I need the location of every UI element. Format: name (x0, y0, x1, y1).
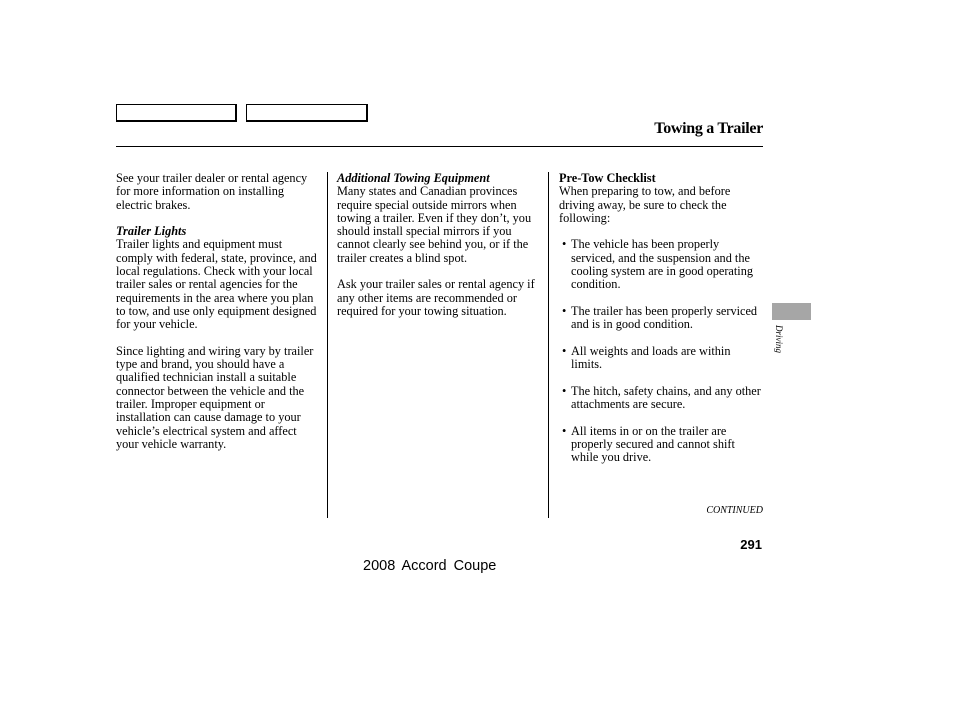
page-number: 291 (740, 537, 762, 552)
nav-tab-2[interactable] (246, 104, 368, 122)
column-1 (116, 172, 322, 451)
column-divider-1 (327, 172, 328, 518)
checklist (559, 238, 763, 464)
column-divider-2 (548, 172, 549, 518)
pre-tow-checklist-heading: Pre-Tow Checklist (559, 171, 656, 185)
checklist-intro: When preparing to tow, and before driving away, be sure to check the following: (559, 184, 731, 225)
page-title: Towing a Trailer (654, 120, 763, 137)
trailer-lights-para-1: Trailer lights and equipment must comply with federal, state, province, and local regulations. Check with your local trailer sales or rental agencies for the requirements in the area where you plan to tow, and use only equipment designed for your vehicle. (116, 237, 317, 332)
column-3 (559, 172, 763, 465)
additional-equipment-heading: Additional Towing Equipment (337, 171, 490, 185)
footer-model: 2008 Accord Coupe (363, 558, 497, 574)
nav-tab-1[interactable] (116, 104, 237, 122)
mirrors-text: Many states and Canadian provinces require special outside mirrors when towing a trailer. Even if they don’t, you should install special mirrors if you cannot clearly see behind you, or if the trailer creates a blind spot. (337, 184, 532, 265)
electric-brakes-text: See your trailer dealer or rental agency for more information on installing electric brakes. (116, 171, 308, 212)
checklist-item: • The hitch, safety chains, and any other attachments are secure. (559, 385, 763, 412)
continued-label: CONTINUED (706, 505, 763, 516)
checklist-item: • All items in or on the trailer are properly secured and cannot shift while you drive. (559, 425, 763, 465)
checklist-item: • All weights and loads are within limits. (559, 345, 763, 372)
title-divider (116, 146, 763, 147)
checklist-item: • The vehicle has been properly serviced, and the suspension and the cooling system are in good operating condition. (559, 238, 763, 291)
section-tab-label: Driving (774, 325, 784, 353)
ask-dealer-text: Ask your trailer sales or rental agency if any other items are recommended or required for your towing situation. (337, 277, 535, 318)
trailer-lights-heading: Trailer Lights (116, 224, 187, 239)
trailer-lights-para-2: Since lighting and wiring vary by trailer type and brand, you should have a qualified technician install a suitable connector between the vehicle and the trailer. Improper equipment or installation can cause damage to your vehicle’s electrical system and affect your vehicle warranty. (116, 343, 314, 451)
section-tab-marker (772, 303, 811, 320)
column-2 (337, 172, 543, 318)
checklist-item: • The trailer has been properly serviced and is in good condition. (559, 305, 763, 332)
